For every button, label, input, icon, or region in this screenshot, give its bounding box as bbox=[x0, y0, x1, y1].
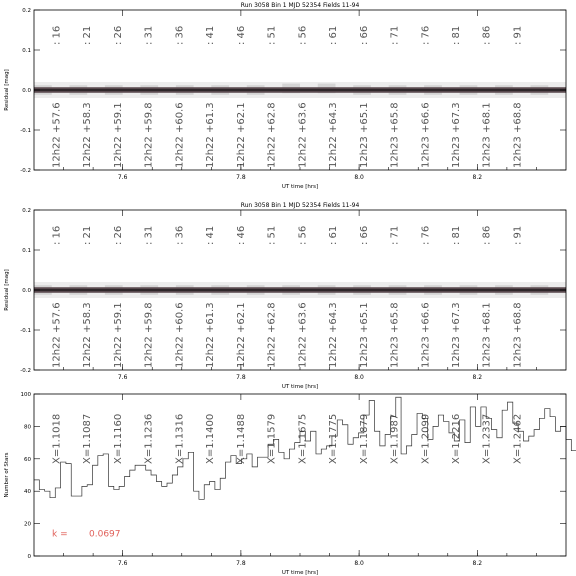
airmass-label: X=1.1316 bbox=[174, 413, 186, 464]
y-tick-label: -0.2 bbox=[20, 368, 31, 374]
field-dec-label: : 56 bbox=[297, 25, 309, 45]
field-dec-label: : 66 bbox=[358, 225, 370, 245]
field-ra-label: 12h22 +62.8 bbox=[266, 102, 278, 168]
x-axis-label: UT time [hrs] bbox=[281, 570, 319, 576]
x-tick-label: 7.6 bbox=[117, 560, 128, 567]
airmass-label: X=1.1400 bbox=[205, 413, 217, 464]
chart-title: Run 3058 Bin 1 MJD 52354 Fields 11-94 bbox=[240, 202, 360, 209]
airmass-label: X=1.1236 bbox=[143, 413, 155, 464]
field-ra-label: 12h22 +58.3 bbox=[82, 302, 94, 368]
y-tick-label: 80 bbox=[24, 424, 31, 431]
field-dec-label: : 86 bbox=[481, 225, 493, 245]
field-ra-label: 12h23 +65.1 bbox=[358, 102, 370, 168]
field-ra-label: 12h22 +61.3 bbox=[205, 302, 217, 368]
x-axis-label: UT time [hrs] bbox=[281, 184, 319, 190]
field-dec-label: : 31 bbox=[143, 225, 155, 245]
airmass-label: X=1.1987 bbox=[389, 413, 401, 464]
field-dec-label: : 16 bbox=[51, 25, 63, 45]
field-dec-label: : 41 bbox=[205, 25, 217, 45]
field-ra-label: 12h23 +68.1 bbox=[481, 302, 493, 368]
field-ra-label: 12h23 +66.6 bbox=[420, 302, 432, 368]
field-ra-label: 12h22 +57.6 bbox=[51, 102, 63, 168]
field-dec-label: : 46 bbox=[235, 225, 247, 245]
airmass-label: X=1.1879 bbox=[358, 413, 370, 464]
x-tick-label: 7.8 bbox=[236, 560, 246, 567]
field-dec-label: : 26 bbox=[112, 25, 124, 45]
field-ra-label: 12h22 +63.6 bbox=[297, 302, 309, 368]
field-dec-label: : 71 bbox=[389, 225, 401, 245]
field-ra-label: 12h22 +64.3 bbox=[328, 302, 340, 368]
airmass-label: X=1.1160 bbox=[112, 413, 124, 464]
airmass-label: X=1.1018 bbox=[51, 413, 63, 464]
x-tick-label: 8.2 bbox=[472, 374, 483, 381]
field-ra-label: 12h23 +65.8 bbox=[389, 302, 401, 368]
airmass-label: X=1.1579 bbox=[266, 413, 278, 464]
field-ra-label: 12h22 +62.8 bbox=[266, 302, 278, 368]
extinction-value: 0.0697 bbox=[89, 529, 121, 540]
y-tick-label: 40 bbox=[24, 489, 31, 496]
field-dec-label: : 21 bbox=[82, 25, 94, 45]
field-ra-label: 12h22 +59.8 bbox=[143, 102, 155, 168]
y-tick-label: 0.0 bbox=[22, 288, 31, 294]
field-dec-label: : 61 bbox=[328, 225, 340, 245]
x-tick-label: 7.8 bbox=[236, 374, 246, 381]
y-tick-label: 0.0 bbox=[22, 88, 31, 94]
field-ra-label: 12h23 +68.1 bbox=[481, 102, 493, 168]
x-axis-label: UT time [hrs] bbox=[281, 384, 319, 390]
field-dec-label: : 51 bbox=[266, 25, 278, 45]
field-dec-label: : 31 bbox=[143, 25, 155, 45]
field-ra-label: 12h22 +63.6 bbox=[297, 102, 309, 168]
field-ra-label: 12h23 +67.3 bbox=[451, 102, 463, 168]
field-ra-label: 12h22 +61.3 bbox=[205, 102, 217, 168]
residual-panel-2 bbox=[4, 202, 566, 390]
y-tick-label: 20 bbox=[24, 521, 31, 528]
x-tick-label: 7.6 bbox=[117, 374, 128, 381]
chart-title: Run 3058 Bin 1 MJD 52354 Fields 11-94 bbox=[240, 2, 360, 9]
y-tick-label: -0.1 bbox=[20, 128, 31, 134]
field-ra-label: 12h23 +66.6 bbox=[420, 102, 432, 168]
field-dec-label: : 91 bbox=[512, 25, 524, 45]
field-dec-label: : 86 bbox=[481, 25, 493, 45]
x-tick-label: 8.2 bbox=[472, 174, 483, 181]
field-ra-label: 12h22 +60.6 bbox=[174, 302, 186, 368]
x-tick-label: 8.0 bbox=[354, 560, 364, 567]
airmass-label: X=1.1775 bbox=[328, 413, 340, 464]
field-ra-label: 12h22 +57.6 bbox=[51, 302, 63, 368]
field-ra-label: 12h22 +62.1 bbox=[235, 102, 247, 168]
extinction-label: k = bbox=[52, 529, 68, 540]
field-dec-label: : 41 bbox=[205, 225, 217, 245]
field-ra-label: 12h22 +58.3 bbox=[82, 102, 94, 168]
airmass-label: X=1.1087 bbox=[82, 413, 94, 464]
airmass-label: X=1.2462 bbox=[512, 413, 524, 464]
field-dec-label: : 16 bbox=[51, 225, 63, 245]
field-ra-label: 12h22 +59.1 bbox=[112, 302, 124, 368]
field-ra-label: 12h23 +68.8 bbox=[512, 102, 524, 168]
field-dec-label: : 76 bbox=[420, 225, 432, 245]
field-ra-label: 12h22 +64.3 bbox=[328, 102, 340, 168]
y-tick-label: 60 bbox=[24, 456, 31, 463]
field-dec-label: : 91 bbox=[512, 225, 524, 245]
y-axis-label: Number of Stars bbox=[4, 452, 10, 498]
residual-panel-1 bbox=[4, 2, 566, 190]
field-dec-label: : 66 bbox=[358, 25, 370, 45]
y-tick-label: 0.2 bbox=[22, 208, 31, 214]
y-tick-label: 0 bbox=[27, 554, 31, 560]
field-dec-label: : 26 bbox=[112, 225, 124, 245]
y-tick-label: -0.2 bbox=[20, 168, 31, 174]
airmass-label: X=1.2216 bbox=[451, 413, 463, 464]
field-ra-label: 12h22 +59.1 bbox=[112, 102, 124, 168]
y-axis-label: Residual [mag] bbox=[4, 269, 10, 311]
y-tick-label: 100 bbox=[20, 392, 31, 398]
x-tick-label: 8.2 bbox=[472, 560, 483, 567]
field-dec-label: : 36 bbox=[174, 225, 186, 246]
field-ra-label: 12h22 +62.1 bbox=[235, 302, 247, 368]
airmass-label: X=1.2099 bbox=[420, 413, 432, 464]
y-tick-label: 0.2 bbox=[22, 8, 31, 14]
field-dec-label: : 56 bbox=[297, 225, 309, 245]
field-ra-label: 12h22 +60.6 bbox=[174, 102, 186, 169]
field-ra-label: 12h23 +67.3 bbox=[451, 302, 463, 368]
field-dec-label: : 81 bbox=[451, 25, 463, 45]
x-tick-label: 8.0 bbox=[354, 374, 364, 381]
airmass-label: X=1.2337 bbox=[481, 413, 493, 464]
field-ra-label: 12h23 +68.8 bbox=[512, 302, 524, 368]
field-dec-label: : 71 bbox=[389, 25, 401, 45]
y-tick-label: 0.1 bbox=[22, 248, 31, 254]
y-tick-label: 0.1 bbox=[22, 48, 31, 54]
field-dec-label: : 36 bbox=[174, 25, 186, 46]
field-dec-label: : 61 bbox=[328, 25, 340, 45]
field-dec-label: : 46 bbox=[235, 25, 247, 45]
field-ra-label: 12h23 +65.8 bbox=[389, 102, 401, 168]
field-dec-label: : 51 bbox=[266, 225, 278, 245]
x-tick-label: 7.6 bbox=[117, 174, 128, 181]
star-count-panel bbox=[4, 392, 576, 576]
y-tick-label: -0.1 bbox=[20, 328, 31, 334]
x-tick-label: 8.0 bbox=[354, 174, 364, 181]
airmass-label: X=1.1675 bbox=[297, 413, 309, 464]
field-dec-label: : 81 bbox=[451, 225, 463, 245]
field-dec-label: : 21 bbox=[82, 225, 94, 245]
field-ra-label: 12h22 +59.8 bbox=[143, 302, 155, 368]
field-ra-label: 12h23 +65.1 bbox=[358, 302, 370, 368]
field-dec-label: : 76 bbox=[420, 25, 432, 45]
y-axis-label: Residual [mag] bbox=[4, 69, 10, 111]
x-tick-label: 7.8 bbox=[236, 174, 246, 181]
airmass-label: X=1.1488 bbox=[235, 413, 247, 464]
